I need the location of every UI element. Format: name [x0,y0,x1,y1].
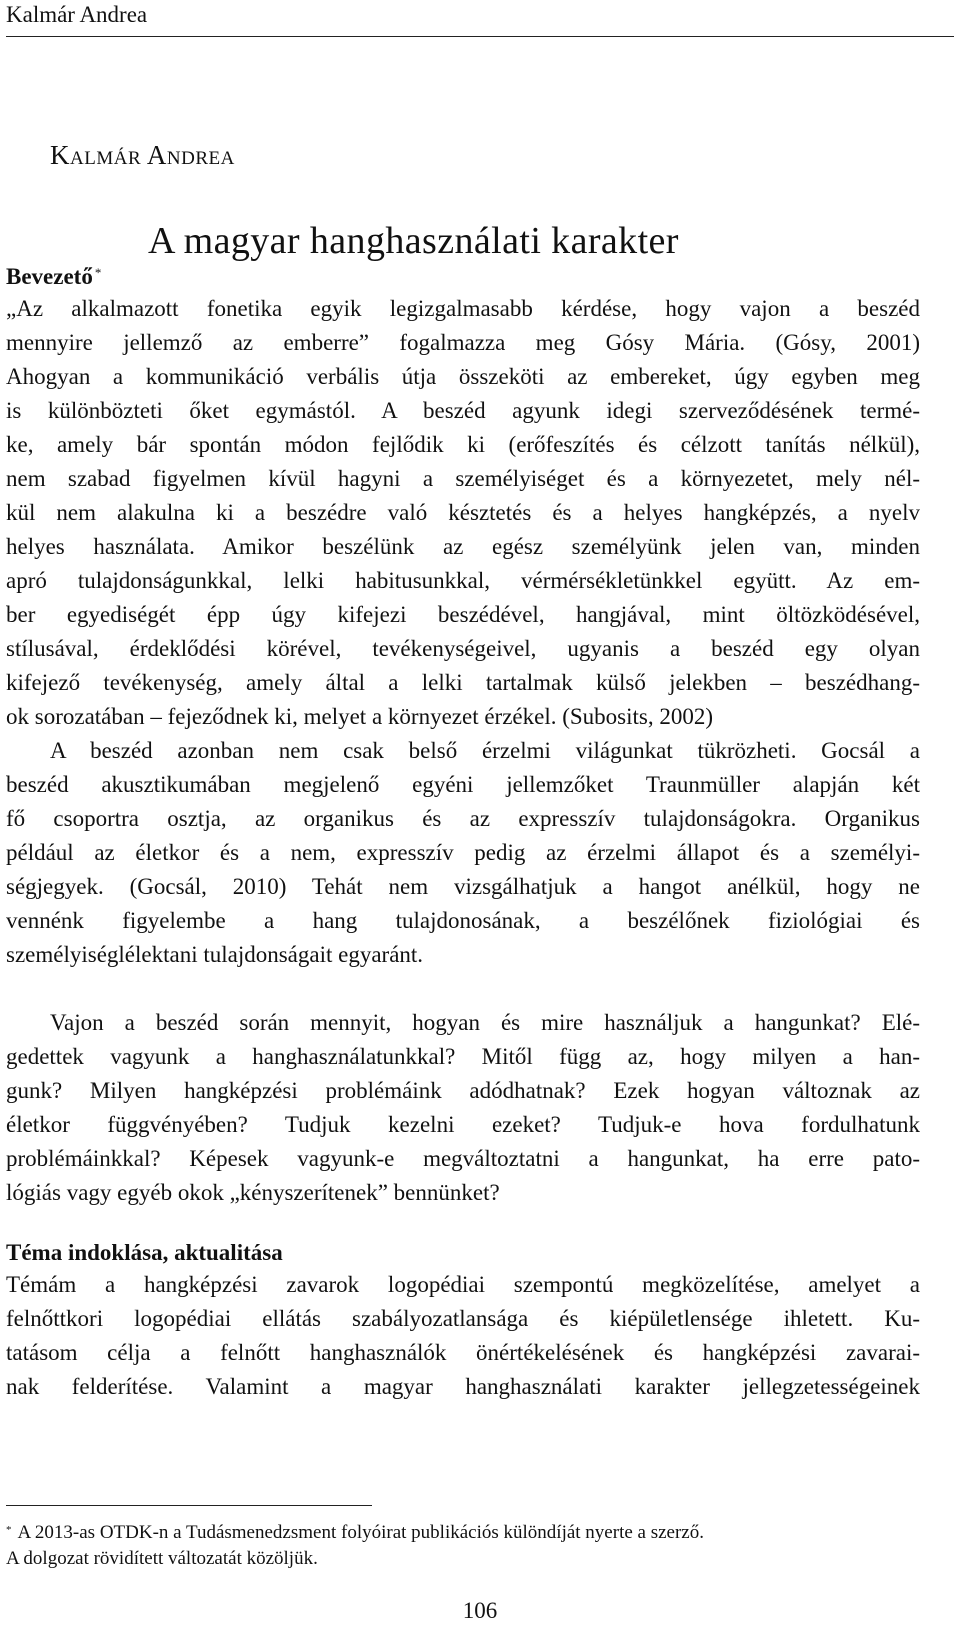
footnote-line-2: A dolgozat rövidített változatát közöljük. [6,1548,318,1569]
author-name: Kalmár Andrea [50,140,235,170]
text-line: nem szabad figyelmen kívül hagyni a személyiséget és a környezetet, mely nél- [6,466,920,491]
footnote-ref-marker: * [94,265,102,280]
section-heading-introduction [6,262,101,292]
text-line: mennyire jellemző az emberre” fogalmazza meg Gósy Mária. (Gósy, 2001) [6,330,920,355]
page-title: A magyar hanghasználati karakter [148,220,679,262]
text-line: lógiás vagy egyéb okok „kényszerítenek” bennünket? [6,1180,500,1205]
text-line: Vajon a beszéd során mennyit, hogyan és mire használjuk a hangunkat? Elé- [50,1010,920,1035]
text-line: ségjegyek. (Gocsál, 2010) Tehát nem vizsgálhatjuk a hangot anélkül, hogy ne [6,874,920,899]
footnote-line-1 [6,1520,920,1546]
text-line: is különbözteti őket egymástól. A beszéd agyunk idegi szerveződésének termé- [6,398,920,423]
text-line: gedettek vagyunk a hanghasználatunkkal? Mitől függ az, hogy milyen a han- [6,1044,920,1069]
page-number: 106 [462,1598,498,1623]
text-line: például az életkor és a nem, expresszív pedig az érzelmi állapot és a személyi- [6,840,920,865]
footnote-rule [6,1505,372,1506]
text-line: problémáinkkal? Képesek vagyunk-e megváltoztatni a hangunkat, ha erre pato- [6,1146,920,1171]
text-line: vennénk figyelembe a hang tulajdonosának, a beszélőnek fiziológiai és [6,908,920,933]
text-line: ok sorozatában – fejeződnek ki, melyet a környezet érzékel. (Subosits, 2002) [6,704,714,729]
section-heading-topic: Téma indoklása, aktualitása [6,1240,283,1265]
text-line: ke, amely bár spontán módon fejlődik ki (erőfeszítés és célzott tanítás nélkül), [6,432,920,457]
text-line: Témám a hangképzési zavarok logopédiai szempontú megközelítése, amelyet a [6,1272,920,1297]
text-line: tatásom célja a felnőtt hanghasználók önértékelésének és hangképzési zavarai- [6,1340,920,1365]
footnote-text-1: A 2013-as OTDK-n a Tudásmenedzsment folyóirat publikációs különdíját nyerte a szerző. [17,1522,704,1543]
text-line: A beszéd azonban nem csak belső érzelmi világunkat tükrözheti. Gocsál a [50,738,920,763]
text-line: életkor függvényében? Tudjuk kezelni ezeket? Tudjuk-e hova fordulhatunk [6,1112,920,1137]
footnote-marker: * [6,1524,12,1536]
text-line: kifejező tevékenység, amely által a lelki tartalmak külső jelekben – beszédhang- [6,670,920,695]
text-line: személyiséglélektani tulajdonságait egyaránt. [6,942,424,967]
text-line: felnőttkori logopédiai ellátás szabályozatlansága és kiépületlensége ihletett. Ku- [6,1306,920,1331]
running-head: Kalmár Andrea [6,0,954,37]
text-line: Ahogyan a kommunikáció verbális útja összeköti az embereket, úgy egyben meg [6,364,920,389]
text-line: „Az alkalmazott fonetika egyik legizgalmasabb kérdése, hogy vajon a beszéd [6,296,920,321]
section-heading-introduction-label: Bevezető [6,264,93,289]
text-line: kül nem alakulna ki a beszédre való késztetés és a helyes hangképzés, a nyelv [6,500,920,525]
text-line: nak felderítése. Valamint a magyar hanghasználati karakter jellegzetességeinek [6,1374,920,1399]
text-line: ber egyediségét épp úgy kifejezi beszédével, hangjával, mint öltözködésével, [6,602,920,627]
text-line: apró tulajdonságunkkal, lelki habitusunkkal, vérmérsékletünkkel együtt. Az em- [6,568,920,593]
text-line: beszéd akusztikumában megjelenő egyéni jellemzőket Traunmüller alapján két [6,772,920,797]
text-line: stílusával, érdeklődési körével, tevékenységeivel, ugyanis a beszéd egy olyan [6,636,920,661]
text-line: helyes használata. Amikor beszélünk az egész személyünk jelen van, minden [6,534,920,559]
text-line: gunk? Milyen hangképzési problémáink adódhatnak? Ezek hogyan változnak az [6,1078,920,1103]
text-line: fő csoportra osztja, az organikus és az expresszív tulajdonságokra. Organikus [6,806,920,831]
